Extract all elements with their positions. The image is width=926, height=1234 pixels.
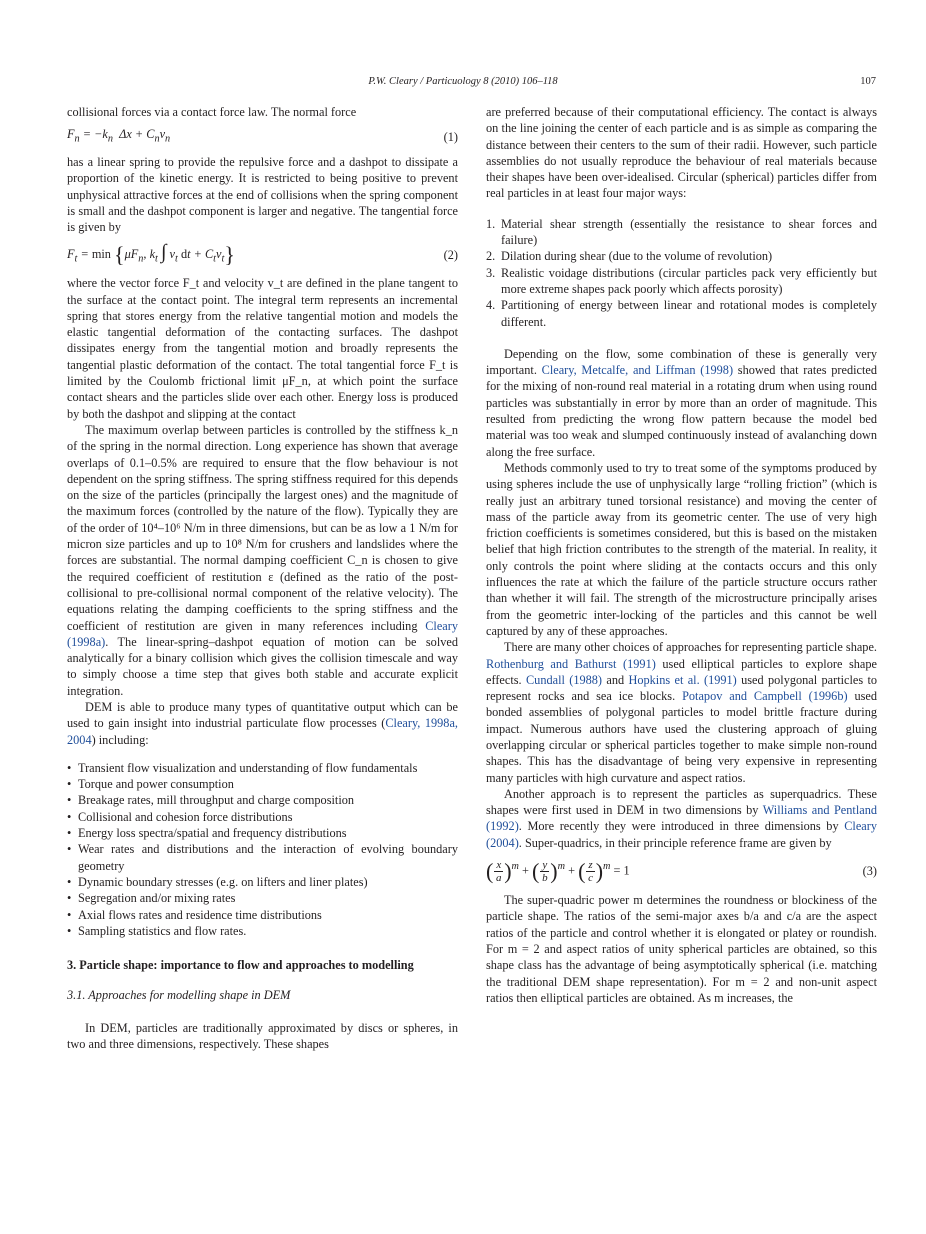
equation-body: ( $\frac{x}{a}$ )$^m$ + ( $\frac{y}{b}$ )$^m$ + ( $\frac{z}{c}$ )$^m$ = 1	[486, 858, 630, 885]
citation-link[interactable]: Cleary (2004)	[486, 819, 877, 850]
list-item: • Torque and power consumption	[67, 776, 458, 792]
paragraph: Another approach is to represent the particles as superquadrics. These shapes were first used in DEM in two dimensions by Williams and Pentland (1992). More recently they were introduced in three dimensions by Cleary (2004). Super-quadrics, in their principle reference frame are given by	[486, 786, 877, 850]
equation-1	[67, 126, 458, 148]
list-item: • Breakage rates, mill throughput and charge composition	[67, 792, 458, 808]
right-column	[486, 104, 877, 1006]
list-item: • Axial flows rates and residence time distributions	[67, 907, 458, 923]
equation-3	[486, 859, 877, 884]
citation-link[interactable]: Cundall (1988)	[525, 672, 603, 687]
citation-link[interactable]: Hopkins et al. (1991)	[628, 672, 737, 687]
paragraph: Depending on the flow, some combination of these is generally very important. Cleary, Metcalfe, and Liffman (1998) showed that rates predicted for the mixing of non-round real material in a rotating drum when using round particles was substantially in error by more than an order of magnitude. This resulted from predicting the wrong flow pattern because the model bed material was too weak and slumped continuously instead of avalanching down along the free surface.	[486, 346, 877, 459]
list-item: 4. Partitioning of energy between linear and rotational modes is completely different.	[486, 298, 877, 329]
paragraph: The super-quadric power m determines the roundness or blockiness of the particle shape. The ratios of the semi-major axes b/a and c/a are the aspect ratios of the particle and control whether it is elongated or platey or roundish. For m = 2 and aspect ratios of unity spherical particles are obtained, so this shape class has the advantage of being asymptotically spherical (i.e. matching the traditional DEM shape representation). For m = 2 and non-unit aspect ratios then elliptical particles are obtained. As m increases, the	[486, 893, 877, 1005]
paragraph: where the vector force F_t and velocity v_t are defined in the plane tangent to the surface at the contact point. The integral term represents an incremental spring that stores energy from the relative tangential motion and models the elastic tangential deformation of the contacting surfaces. The dashpot dissipates energy from the tangential motion and broadly represents the tangential plastic deformation of the contact. The total tangential force F_t is limited by the Coulomb frictional limit μF_n, at which point the surface contact shears and the particles slide over each other. Energy loss is produced by both the dashpot and slipping at the contact	[67, 276, 458, 421]
list-item: • Wear rates and distributions and the interaction of evolving boundary geometry	[67, 841, 458, 874]
citation-link[interactable]: Cleary, Metcalfe, and Liffman (1998)	[541, 363, 734, 378]
citation-link[interactable]: Cleary, 1998a, 2004	[67, 716, 458, 747]
paragraph: There are many other choices of approaches for representing particle shape. Rothenburg and Bathurst (1991) used elliptical particles to explore shape effects. Cundall (1988) and Hopkins et al. (1991) used polygonal particles to represent rocks and sea ice blocks. Potapov and Campbell (1996b) used bonded assemblies of polygonal particles to model brittle fracture during impact. Numerous authors have used the clustering approach of gluing overlapping circular or spherical particles together to make simple non-round shapes. This has the disadvantage of being very expensive in representing many particles with high curvature and aspect ratios.	[486, 640, 878, 785]
citation-link[interactable]: Williams and Pentland (1992)	[486, 803, 877, 834]
equation-number: (3)	[862, 864, 877, 879]
equation-number: (1)	[443, 130, 458, 145]
left-column	[67, 104, 458, 1052]
page-number: 107	[860, 76, 876, 87]
citation-link[interactable]: Potapov and Campbell (1996b)	[682, 689, 848, 704]
subsection-heading: 3.1. Approaches for modelling shape in DEM	[67, 988, 291, 1003]
citation-link[interactable]: Rothenburg and Bathurst (1991)	[486, 656, 656, 671]
citation-link[interactable]: Cleary (1998a)	[67, 618, 458, 649]
paragraph: has a linear spring to provide the repulsive force and a dashpot to dissipate a proportion of the kinetic energy. It is restricted to being positive to prevent unphysical attractive forces at the end of collisions when the spring component is small and the dashpot component is larger and negative. The tangential force is given by	[67, 155, 458, 235]
equation-number: (2)	[443, 248, 458, 263]
list-item: • Segregation and/or mixing rates	[67, 890, 458, 906]
paragraph: DEM is able to produce many types of quantitative output which can be used to gain insight into industrial particulate flow processes (Cleary, 1998a, 2004) including:	[67, 700, 458, 747]
equation-body: $F_t = \min \{\mu F_n$, $k_t$ ∫ $v_t$ dt + $C_tv_t$}	[67, 240, 235, 267]
paragraph: In DEM, particles are traditionally approximated by discs or spheres, in two and three dimensions, respectively. These shapes	[67, 1020, 458, 1052]
list-item: • Sampling statistics and flow rates.	[67, 923, 458, 939]
list-item: • Collisional and cohesion force distributions	[67, 809, 458, 825]
running-title: P.W. Cleary / Particuology 8 (2010) 106–118	[368, 76, 558, 87]
paragraph: The maximum overlap between particles is controlled by the stiffness k_n of the spring in the normal direction. Long experience has shown that average overlaps of 0.1–0.5% are required to ensure that the flow behaviour is not dependent on the spring stiffness. The spring stiffness required for this depends on the size of the particles (principally the largest ones) and the magnitude of the maximum forces (controlled by the nature of the flow). Typically they are of the order of 10⁴–10⁶ N/m in three dimensions, but can be as low a 1 N/m for micron size particles and up to 10⁸ N/m for crushers and landslides where the forces are substantial. The normal damping coefficient C_n is chosen to give the required coefficient of restitution ε (defined as the ratio of the post-collisional to pre-collisional normal component of the relative velocity). The equations relating the damping coefficients to the spring stiffness and the coefficient of restitution are given in many references including Cleary (1998a). The linear-spring–dashpot equation of motion can be solved analytically for a binary collision which gives the collision timescale and way to simply choose a time step that gives both stable and accurate explicit integration.	[67, 422, 458, 698]
list-item: • Transient flow visualization and understanding of flow fundamentals	[67, 760, 458, 776]
paragraph: collisional forces via a contact force law. The normal force	[67, 105, 357, 119]
list-item: 3. Realistic voidage distributions (circular particles pack very efficiently but more extreme shapes pack poorly which affects porosity)	[486, 265, 877, 296]
paragraph: are preferred because of their computational efficiency. The contact is always on the line joining the center of each particle and is as simple as comparing the distance between their centers to the sum of their radii. However, such particle assemblies do not usually reproduce the behaviour of real materials because their shapes have been over-idealised. Circular (spherical) particles differ from real particles in at least four major ways:	[486, 105, 877, 201]
list-item: • Energy loss spectra/spatial and frequency distributions	[67, 825, 458, 841]
output-bullet-list	[67, 760, 458, 939]
equation-body: $F_n = -k_n$ $\Delta x + C_nv_n$	[67, 127, 171, 145]
numbered-list	[486, 216, 877, 330]
paragraph: Methods commonly used to try to treat some of the symptoms produced by using spheres include the use of unphysically large “rolling friction” (which is really just an arbitrary tuned torsional resistance) and moving the center of mass of the particle away from its geometric center. The use of very high friction coefficients is sometimes considered, but this is based on the mistaken belief that high friction contributes to the strength of the material. In reality, it only controls the point where sliding at the contacts occurs and this only influences the rate at which the failure of the particle structure occurs rather than whether it will fail. The strength of the microstructure principally arises from the geometric inter-locking of the particles and this cannot be well captured by any of these approaches.	[486, 460, 877, 638]
list-item: • Dynamic boundary stresses (e.g. on lifters and liner plates)	[67, 874, 458, 890]
list-item: 1. Material shear strength (essentially the resistance to shear forces and failure)	[486, 216, 877, 248]
list-item: 2. Dilation during shear (due to the volume of revolution)	[486, 249, 773, 264]
equation-2	[67, 240, 458, 268]
section-heading: 3. Particle shape: importance to flow and approaches to modelling	[67, 958, 414, 973]
